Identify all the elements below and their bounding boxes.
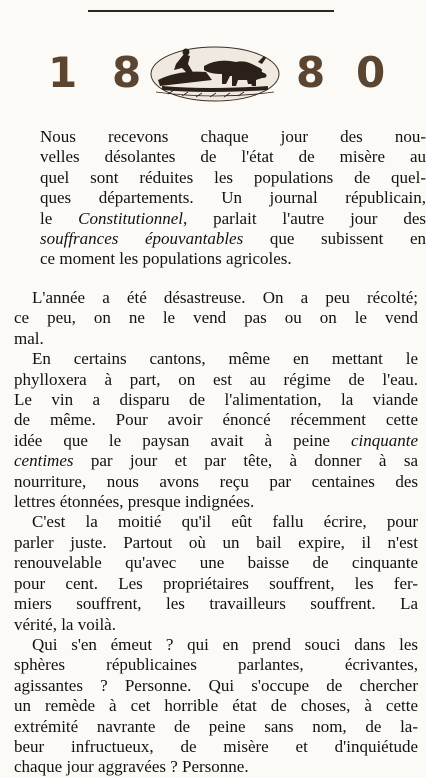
emphasis-text: cinquante <box>350 430 418 450</box>
text-line: En certains cantons, même en mettant le <box>32 349 418 369</box>
year-digit: 0 <box>356 48 386 97</box>
text-line: vérité, la voilà. <box>14 614 116 634</box>
emphasis-text: souffrances épouvantables <box>40 229 244 249</box>
text-line: extrémité navrante de peine sans nom, de la- <box>14 716 418 736</box>
body-paragraphs <box>14 288 418 778</box>
text-line: miers souffrent, les travailleurs souffrent. La <box>14 594 418 614</box>
text-line: mal. <box>14 328 44 348</box>
text-line: sphères républicaines parlantes, écrivantes, <box>14 655 418 675</box>
text-line: souffrances épouvantables que subissent en <box>40 229 426 249</box>
text-line: centimes par jour et par tête, à donner à sa <box>14 451 418 471</box>
text-line: pour cent. Les propriétaires souffrent, les fer- <box>14 573 418 593</box>
plowman-with-oxen-icon <box>148 40 282 104</box>
text-line: nourriture, nous avons reçu par centaines des <box>14 471 418 491</box>
lead-paragraph <box>20 127 426 270</box>
text-line: C'est la moitié qu'il eût fallu écrire, pour <box>32 512 418 532</box>
text-line: Qui s'en émeut ? qui en prend souci dans les <box>32 634 418 654</box>
text-line: idée que le paysan avait à peine cinquante <box>14 430 418 450</box>
text-line: velles désolantes de l'état de misère au <box>40 147 426 167</box>
text-line: ques départements. Un journal républicain, <box>40 188 426 208</box>
emphasis-text: centimes <box>14 451 74 471</box>
text-line: lettres étonnées, presque indignées. <box>14 492 255 512</box>
text-line: renouvelable qu'avec une baisse de cinquante <box>14 553 418 573</box>
text-line: de même. Pour avoir énoncé récemment cette <box>14 410 418 430</box>
year-header <box>0 40 426 120</box>
text-line: un remède à cet horrible état de choses, à cette <box>14 696 418 716</box>
text-line: L'année a été désastreuse. On a peu récolté; <box>32 288 418 307</box>
text-line: le Constitutionnel, parlait l'autre jour des <box>40 208 426 228</box>
text-line: parler juste. Partout où un bail expire, il n'est <box>14 532 418 552</box>
year-digit: 8 <box>112 48 142 97</box>
text-line: ce moment les populations agricoles. <box>40 249 292 269</box>
top-rule <box>88 10 334 12</box>
text-line: agissantes ? Personne. Qui s'occupe de chercher <box>14 675 418 695</box>
text-line: beur infructueux, de misère et d'inquiétude <box>14 736 418 756</box>
newspaper-title: Constitutionnel <box>78 208 183 228</box>
year-digit: 8 <box>296 48 326 97</box>
text-line: quel sont réduites les populations de quel- <box>40 167 426 187</box>
text-line: Nous recevons chaque jour des nou- <box>40 127 426 146</box>
text-line: ce peu, on ne le vend pas ou on le vend <box>14 308 418 328</box>
year-digit: 1 <box>48 48 78 97</box>
text-line: Le vin a disparu de l'alimentation, la viande <box>14 390 418 410</box>
text-line: chaque jour aggravées ? Personne. <box>14 757 249 777</box>
text-line: phylloxera à part, on est au régime de l'eau. <box>14 369 418 389</box>
